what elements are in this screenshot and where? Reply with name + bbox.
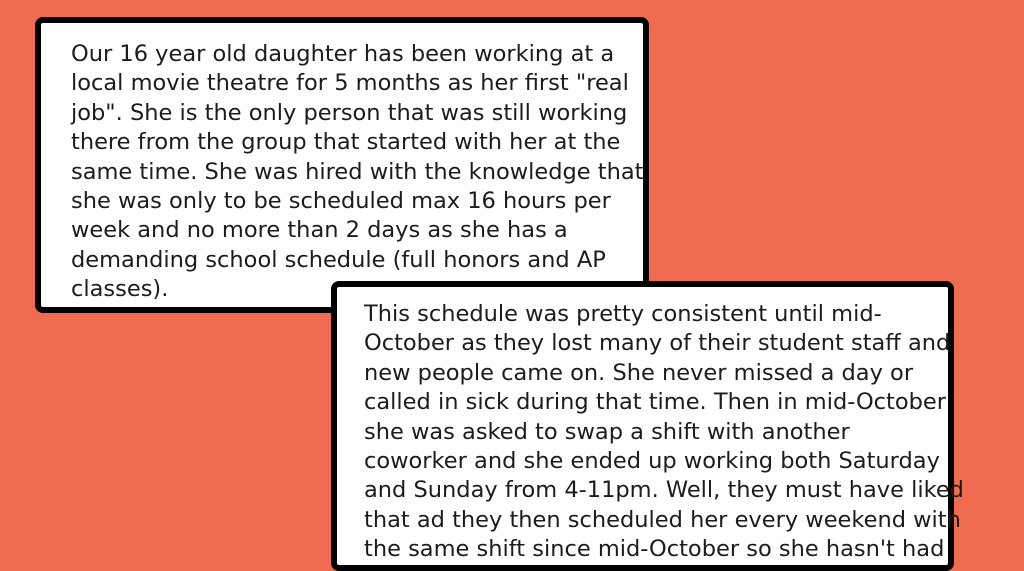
post-card-2 bbox=[331, 281, 964, 571]
post-text-line: that ad they then scheduled her every weekend with bbox=[364, 506, 961, 533]
post-text-line: the same shift since mid-October so she hasn't had bbox=[364, 536, 945, 563]
post-text-line: job". She is the only person that was still working bbox=[71, 99, 628, 126]
post-text-line: she was only to be scheduled max 16 hours per bbox=[71, 188, 611, 215]
post-text-line: called in sick during that time. Then in mid-October bbox=[364, 389, 947, 416]
post-text-line: there from the group that started with her at the bbox=[71, 129, 621, 156]
post-card-1 bbox=[35, 17, 649, 313]
post-text-line: week and no more than 2 days as she has a bbox=[71, 217, 568, 244]
post-text-line: and Sunday from 4-11pm. Well, they must have liked bbox=[364, 477, 964, 504]
post-text-line: she was asked to swap a shift with another bbox=[364, 418, 850, 445]
post-text-line: October as they lost many of their student staff and bbox=[364, 330, 951, 357]
post-text-line: same time. She was hired with the knowledge that bbox=[71, 158, 644, 185]
post-text-line: new people came on. She never missed a day or bbox=[364, 359, 914, 386]
post-text-line: demanding school schedule (full honors and AP bbox=[71, 246, 606, 273]
post-text-line: local movie theatre for 5 months as her first "real bbox=[71, 70, 629, 97]
post-text-line: classes). bbox=[71, 276, 169, 303]
post-text-line: coworker and she ended up working both Saturday bbox=[364, 448, 940, 475]
post-text-line: Our 16 year old daughter has been working at a bbox=[71, 41, 615, 67]
post-text-line: This schedule was pretty consistent until mid- bbox=[364, 301, 882, 327]
